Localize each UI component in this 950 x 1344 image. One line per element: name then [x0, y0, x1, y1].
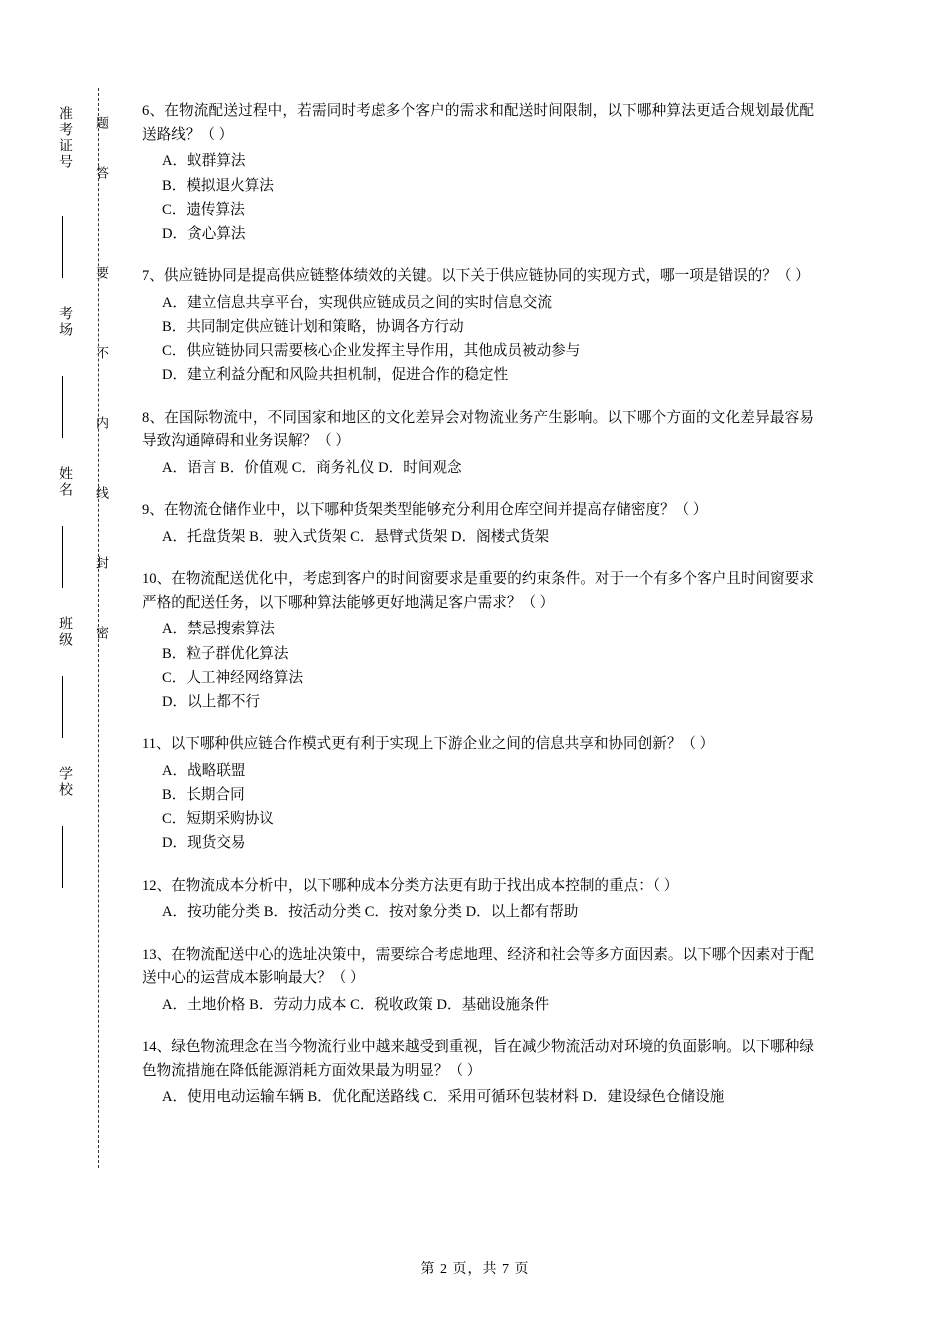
option-list — [142, 456, 814, 480]
question-stem: 12、在物流成本分析中，以下哪种成本分类方法更有助于找出成本控制的重点：（ ） — [142, 877, 679, 894]
question-option[interactable]: A．语言 B．价值观 C．商务礼仪 D．时间观念 — [162, 459, 462, 476]
question-option[interactable]: D．建立利益分配和风险共担机制，促进合作的稳定性 — [162, 367, 509, 384]
option-list — [142, 1085, 814, 1109]
question-option[interactable]: C．供应链协同只需要核心企业发挥主导作用，其他成员被动参与 — [162, 343, 581, 360]
question-stem: 14、绿色物流理念在当今物流行业中越来越受到重视，旨在减少物流活动对环境的负面影响。以下哪种绿色物流措施在降低能源消耗方面效果最为明显？（ ） — [142, 1039, 814, 1079]
option-list — [142, 900, 814, 924]
question-option[interactable]: C．遗传算法 — [162, 201, 245, 218]
seal-word-3: 不 — [94, 346, 109, 359]
question-item — [142, 100, 814, 246]
option-list — [142, 291, 814, 388]
option-list — [142, 149, 814, 246]
page-footer: 第 2 页，共 7 页 — [420, 1262, 530, 1277]
question-item — [142, 499, 814, 549]
question-option[interactable]: B．长期合同 — [162, 787, 245, 804]
question-option[interactable]: A．托盘货架 B．驶入式货架 C．悬臂式货架 D．阁楼式货架 — [162, 528, 550, 545]
question-option[interactable]: C．短期采购协议 — [162, 811, 274, 828]
seal-word-7: 密 — [94, 626, 109, 639]
question-item — [142, 1036, 814, 1110]
question-stem: 9、在物流仓储作业中，以下哪种货架类型能够充分利用仓库空间并提高存储密度？（ ） — [142, 502, 708, 519]
seal-word-2: 要 — [94, 266, 109, 279]
seal-word-4: 内 — [94, 416, 109, 429]
seal-word-0: 题 — [94, 116, 109, 129]
question-option[interactable]: D．以上都不行 — [162, 693, 261, 710]
question-option[interactable]: B．粒子群优化算法 — [162, 645, 289, 662]
option-list — [142, 525, 814, 549]
question-stem: 8、在国际物流中，不同国家和地区的文化差异会对物流业务产生影响。以下哪个方面的文化差异最容易导致沟通障碍和业务误解？（ ） — [142, 409, 814, 450]
question-item — [142, 944, 814, 1018]
question-item — [142, 568, 814, 714]
option-list — [142, 759, 814, 856]
question-stem: 7、供应链协同是提高供应链整体绩效的关键。以下关于供应链协同的实现方式，哪一项是错误的？（ ） — [142, 268, 810, 285]
question-item — [142, 407, 814, 481]
field-write-line-3 — [62, 676, 63, 738]
question-item — [142, 875, 814, 925]
question-stem: 6、在物流配送过程中，若需同时考虑多个客户的需求和配送时间限制，以下哪种算法更适合规划最优配送路线？（ ） — [142, 103, 814, 143]
question-option[interactable]: A．蚁群算法 — [162, 153, 246, 170]
field-label-0: 准考证号 — [57, 106, 72, 170]
seal-word-5: 线 — [94, 486, 109, 499]
question-item — [142, 265, 814, 388]
question-option[interactable]: D．现货交易 — [162, 835, 246, 852]
question-option[interactable]: A．使用电动运输车辆 B．优化配送路线 C．采用可循环包装材料 D．建设绿色仓储设施 — [162, 1089, 725, 1106]
option-list — [142, 617, 814, 714]
seal-line-strip — [52, 88, 120, 1168]
seal-word-1: 答 — [94, 166, 109, 179]
question-option[interactable]: C．人工神经网络算法 — [162, 669, 304, 686]
candidate-info-fields — [52, 88, 82, 1168]
question-stem: 11、以下哪种供应链合作模式更有利于实现上下游企业之间的信息共享和协同创新？（ ） — [142, 736, 715, 753]
question-option[interactable]: B．模拟退火算法 — [162, 177, 274, 194]
question-stem: 10、在物流配送优化中，考虑到客户的时间窗要求是重要的约束条件。对于一个有多个客户且时间窗要求严格的配送任务，以下哪种算法能够更好地满足客户需求？（ ） — [142, 571, 814, 611]
question-option[interactable]: A．禁忌搜索算法 — [162, 621, 275, 638]
question-option[interactable]: A．建立信息共享平台，实现供应链成员之间的实时信息交流 — [162, 294, 552, 311]
seal-word-6: 封 — [94, 556, 109, 569]
field-write-line-2 — [62, 526, 63, 588]
seal-warning-text — [92, 88, 112, 1168]
field-write-line-4 — [62, 826, 63, 888]
option-list — [142, 993, 814, 1017]
question-option[interactable]: A．按功能分类 B．按活动分类 C．按对象分类 D．以上都有帮助 — [162, 904, 579, 921]
question-stem: 13、在物流配送中心的选址决策中，需要综合考虑地理、经济和社会等多方面因素。以下哪个因素对于配送中心的运营成本影响最大？（ ） — [142, 946, 814, 987]
field-label-2: 姓名 — [57, 466, 72, 498]
question-option[interactable]: A．战略联盟 — [162, 762, 246, 779]
question-option[interactable]: B．共同制定供应链计划和策略，协调各方行动 — [162, 319, 464, 336]
field-write-line-1 — [62, 376, 63, 438]
question-item — [142, 733, 814, 856]
field-label-1: 考场 — [57, 306, 72, 338]
field-label-3: 班级 — [57, 616, 72, 648]
field-write-line-0 — [62, 216, 63, 278]
question-option[interactable]: A．土地价格 B．劳动力成本 C．税收政策 D．基础设施条件 — [162, 996, 550, 1013]
question-list — [142, 100, 814, 1129]
field-label-4: 学校 — [57, 766, 72, 798]
question-option[interactable]: D．贪心算法 — [162, 225, 246, 242]
